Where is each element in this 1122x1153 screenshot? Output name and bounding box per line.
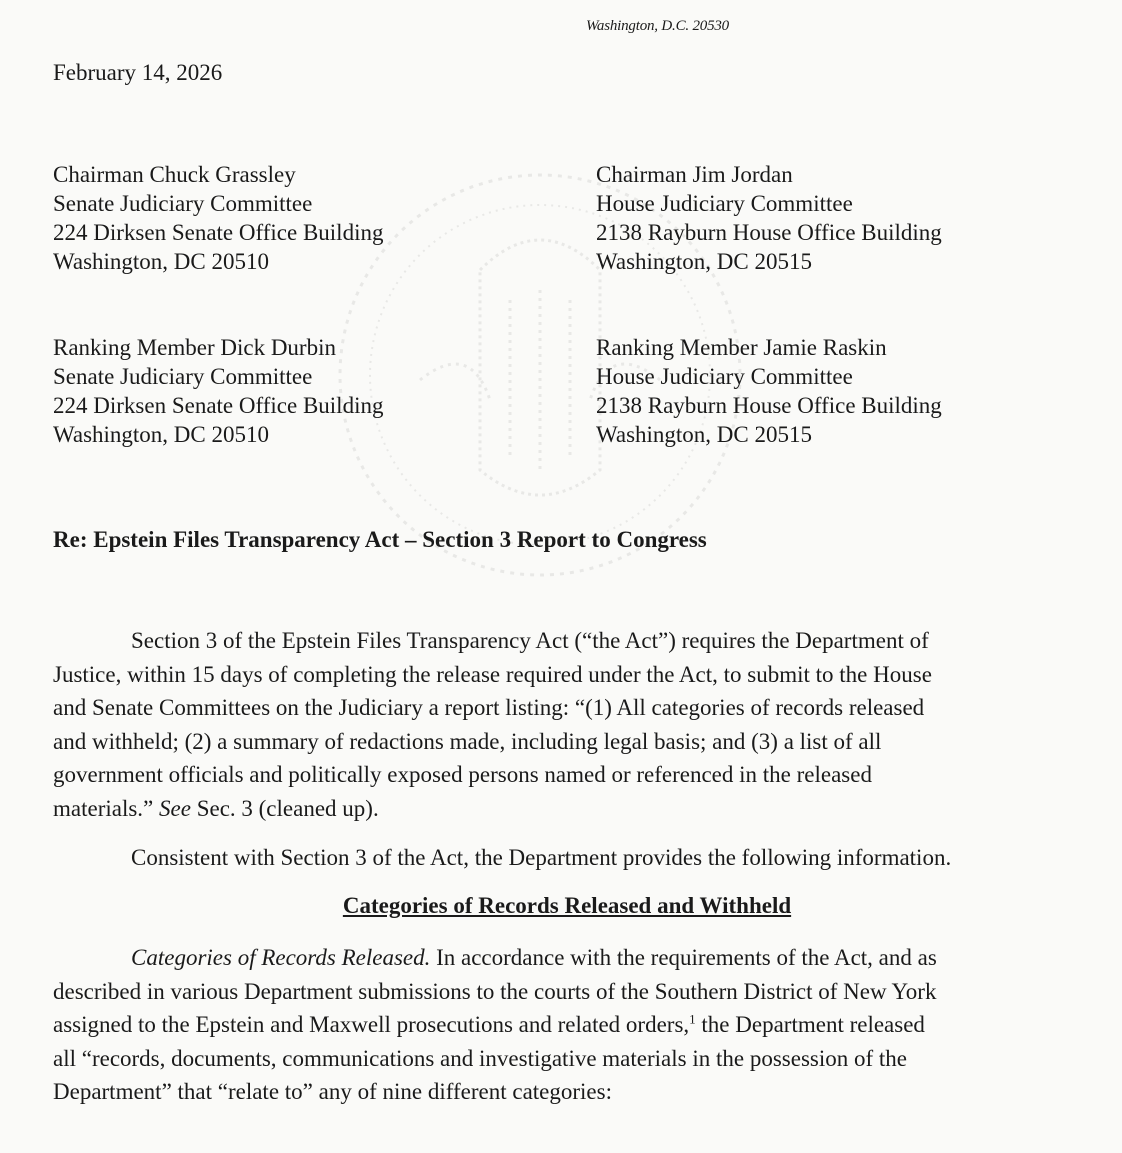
paragraph-report-requirement bbox=[53, 624, 1053, 825]
addressee-committee: House Judiciary Committee bbox=[596, 191, 853, 216]
addressee-jordan bbox=[596, 160, 942, 276]
paragraph-line: Department” that “relate to” any of nine different categories: bbox=[53, 1079, 612, 1104]
addressee-raskin bbox=[596, 333, 942, 449]
paragraph-line: Section 3 of the Epstein Files Transparency Act (“the Act”) requires the Department of bbox=[131, 628, 929, 653]
addressee-city: Washington, DC 20515 bbox=[596, 422, 813, 447]
citation-text: Sec. 3 (cleaned up). bbox=[190, 795, 379, 821]
addressee-building: 224 Dirksen Senate Office Building bbox=[53, 393, 384, 418]
addressee-city: Washington, DC 20510 bbox=[53, 422, 270, 447]
addressee-committee: Senate Judiciary Committee bbox=[53, 191, 313, 216]
paragraph-line: and Senate Committees on the Judiciary a report listing: “(1) All categories of records released bbox=[53, 695, 925, 720]
addressee-committee: House Judiciary Committee bbox=[596, 364, 853, 389]
paragraph-text: assigned to the Epstein and Maxwell prosecutions and related orders, bbox=[53, 1012, 690, 1037]
addressee-grassley bbox=[53, 160, 383, 276]
letterhead-location: Washington, D.C. 20530 bbox=[586, 18, 729, 34]
paragraph-text: In accordance with the requirements of the Act, and as bbox=[430, 945, 937, 970]
paragraph-line: described in various Department submissions to the courts of the Southern District of New York bbox=[53, 978, 937, 1004]
paragraph-line bbox=[53, 792, 1053, 826]
addressee-building: 2138 Rayburn House Office Building bbox=[596, 220, 942, 245]
paragraph-line bbox=[53, 941, 1053, 975]
addressee-name: Ranking Member Dick Durbin bbox=[53, 335, 336, 360]
paragraph-line: Justice, within 15 days of completing the release required under the Act, to submit to the House bbox=[53, 661, 932, 687]
paragraph-categories-released bbox=[53, 941, 1053, 1109]
addressee-name: Ranking Member Jamie Raskin bbox=[596, 335, 887, 360]
addressee-building: 224 Dirksen Senate Office Building bbox=[53, 220, 384, 245]
addressee-city: Washington, DC 20510 bbox=[53, 249, 270, 274]
citation-text: materials.” bbox=[53, 795, 160, 821]
addressee-building: 2138 Rayburn House Office Building bbox=[596, 393, 942, 418]
citation-signal: See bbox=[159, 795, 191, 821]
addressee-name: Chairman Chuck Grassley bbox=[53, 162, 296, 187]
paragraph-consistent bbox=[53, 841, 1053, 875]
paragraph-line: and withheld; (2) a summary of redactions made, including legal basis; and (3) a list of all bbox=[53, 728, 882, 754]
paragraph-line: Consistent with Section 3 of the Act, the Department provides the following information. bbox=[131, 845, 952, 870]
letter-date: February 14, 2026 bbox=[53, 60, 223, 85]
paragraph-text: the Department released bbox=[695, 1012, 925, 1037]
addressee-name: Chairman Jim Jordan bbox=[596, 162, 793, 187]
paragraph-lead-heading: Categories of Records Released. bbox=[131, 945, 431, 970]
paragraph-line: all “records, documents, communications and investigative materials in the possession of the bbox=[53, 1045, 907, 1071]
addressee-durbin bbox=[53, 333, 383, 449]
footnote-marker: 1 bbox=[689, 1011, 696, 1027]
section-heading: Categories of Records Released and Withheld bbox=[342, 893, 792, 918]
addressee-city: Washington, DC 20515 bbox=[596, 249, 813, 274]
subject-line: Re: Epstein Files Transparency Act – Section 3 Report to Congress bbox=[53, 527, 707, 552]
addressee-committee: Senate Judiciary Committee bbox=[53, 364, 313, 389]
paragraph-line: government officials and politically exposed persons named or referenced in the released bbox=[53, 762, 872, 787]
paragraph-line bbox=[53, 1008, 1053, 1042]
